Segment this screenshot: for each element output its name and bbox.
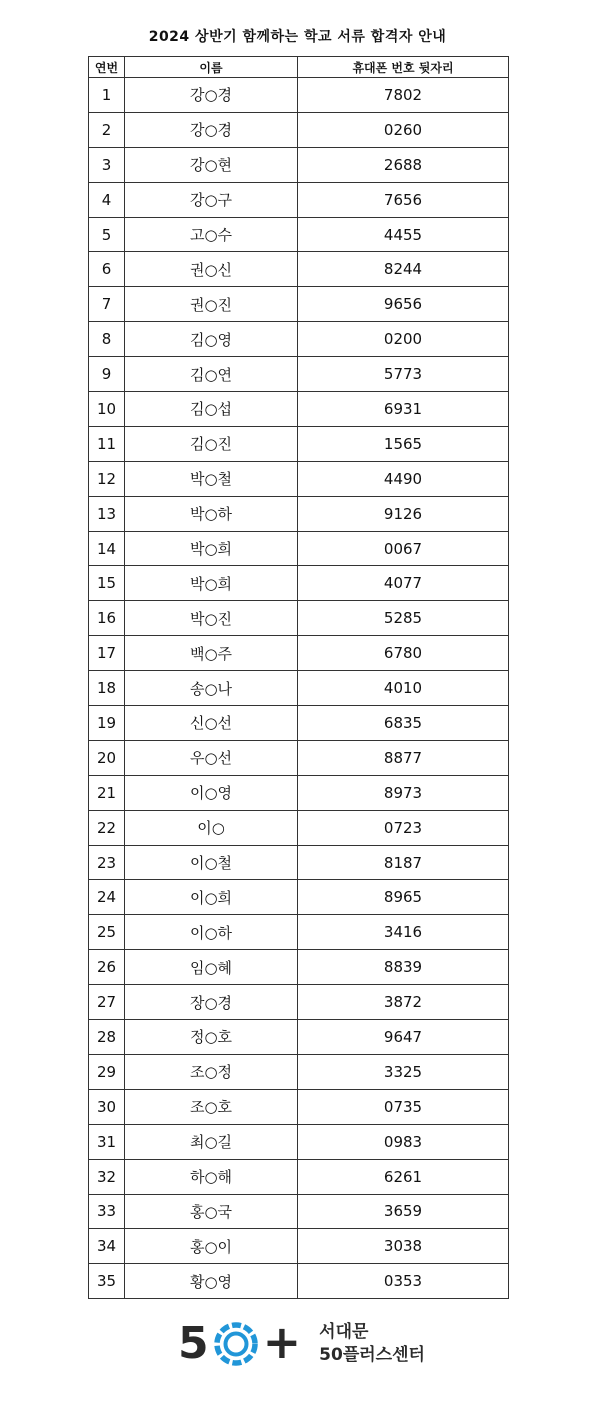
row-number: 25 [89, 915, 125, 950]
table-row [89, 810, 509, 845]
row-name: 박○철 [125, 461, 298, 496]
logo-plus: + [262, 1315, 302, 1369]
table-row [89, 566, 509, 601]
table-row [89, 706, 509, 741]
row-phone-suffix: 9647 [298, 1020, 509, 1055]
row-phone-suffix: 4077 [298, 566, 509, 601]
row-number: 3 [89, 147, 125, 182]
row-name: 이○하 [125, 915, 298, 950]
row-phone-suffix: 0735 [298, 1089, 509, 1124]
row-number: 11 [89, 426, 125, 461]
row-name: 김○영 [125, 322, 298, 357]
row-name: 홍○이 [125, 1229, 298, 1264]
row-number: 12 [89, 461, 125, 496]
row-number: 15 [89, 566, 125, 601]
row-phone-suffix: 3659 [298, 1194, 509, 1229]
row-phone-suffix: 4490 [298, 461, 509, 496]
row-phone-suffix: 0723 [298, 810, 509, 845]
table-row [89, 845, 509, 880]
row-number: 2 [89, 112, 125, 147]
row-phone-suffix: 4455 [298, 217, 509, 252]
row-name: 강○구 [125, 182, 298, 217]
row-phone-suffix: 3416 [298, 915, 509, 950]
table-row [89, 78, 509, 113]
row-phone-suffix: 0200 [298, 322, 509, 357]
row-name: 최○길 [125, 1124, 298, 1159]
row-number: 29 [89, 1054, 125, 1089]
table-row [89, 217, 509, 252]
row-name: 황○영 [125, 1264, 298, 1299]
row-number: 22 [89, 810, 125, 845]
row-number: 14 [89, 531, 125, 566]
row-number: 10 [89, 392, 125, 427]
table-row [89, 357, 509, 392]
table-row [89, 601, 509, 636]
row-phone-suffix: 7802 [298, 78, 509, 113]
logo-ring-icon [211, 1319, 261, 1369]
table-row [89, 915, 509, 950]
row-number: 17 [89, 636, 125, 671]
row-phone-suffix: 4010 [298, 671, 509, 706]
table-row [89, 1194, 509, 1229]
logo-text-line1: 서대문 [319, 1322, 369, 1342]
table-row [89, 112, 509, 147]
table-row [89, 1229, 509, 1264]
row-number: 19 [89, 706, 125, 741]
row-name: 조○호 [125, 1089, 298, 1124]
table-body [89, 78, 509, 1299]
row-phone-suffix: 2688 [298, 147, 509, 182]
column-header-name: 이름 [125, 57, 298, 78]
row-phone-suffix: 3325 [298, 1054, 509, 1089]
row-phone-suffix: 8839 [298, 950, 509, 985]
row-number: 23 [89, 845, 125, 880]
row-number: 28 [89, 1020, 125, 1055]
row-name: 김○진 [125, 426, 298, 461]
row-name: 고○수 [125, 217, 298, 252]
table-row [89, 496, 509, 531]
row-name: 권○신 [125, 252, 298, 287]
center-logo [178, 1315, 425, 1370]
table-row [89, 985, 509, 1020]
row-name: 강○경 [125, 112, 298, 147]
row-phone-suffix: 1565 [298, 426, 509, 461]
table-row [89, 392, 509, 427]
row-name: 박○하 [125, 496, 298, 531]
row-phone-suffix: 8187 [298, 845, 509, 880]
row-number: 20 [89, 740, 125, 775]
row-phone-suffix: 7656 [298, 182, 509, 217]
row-number: 18 [89, 671, 125, 706]
row-number: 30 [89, 1089, 125, 1124]
column-header-number: 연번 [89, 57, 125, 78]
table-row [89, 1020, 509, 1055]
table-row [89, 775, 509, 810]
row-number: 24 [89, 880, 125, 915]
row-number: 16 [89, 601, 125, 636]
row-phone-suffix: 8877 [298, 740, 509, 775]
row-name: 강○경 [125, 78, 298, 113]
table-row [89, 1089, 509, 1124]
row-name: 김○섭 [125, 392, 298, 427]
row-phone-suffix: 5285 [298, 601, 509, 636]
row-number: 35 [89, 1264, 125, 1299]
row-name: 박○희 [125, 566, 298, 601]
row-phone-suffix: 6835 [298, 706, 509, 741]
logo-text [319, 1321, 425, 1367]
row-name: 이○ [125, 810, 298, 845]
table-row [89, 182, 509, 217]
row-phone-suffix: 6261 [298, 1159, 509, 1194]
row-number: 33 [89, 1194, 125, 1229]
table-row [89, 531, 509, 566]
row-name: 권○진 [125, 287, 298, 322]
row-phone-suffix: 3038 [298, 1229, 509, 1264]
table-row [89, 1159, 509, 1194]
row-phone-suffix: 3872 [298, 985, 509, 1020]
row-number: 13 [89, 496, 125, 531]
row-phone-suffix: 6780 [298, 636, 509, 671]
row-number: 9 [89, 357, 125, 392]
row-number: 8 [89, 322, 125, 357]
row-name: 박○희 [125, 531, 298, 566]
row-phone-suffix: 0067 [298, 531, 509, 566]
applicant-table [88, 56, 509, 1299]
row-phone-suffix: 8965 [298, 880, 509, 915]
row-name: 강○현 [125, 147, 298, 182]
row-number: 21 [89, 775, 125, 810]
table-row [89, 740, 509, 775]
table-row [89, 1124, 509, 1159]
row-number: 6 [89, 252, 125, 287]
row-phone-suffix: 0353 [298, 1264, 509, 1299]
row-phone-suffix: 5773 [298, 357, 509, 392]
row-number: 32 [89, 1159, 125, 1194]
logo-digit: 5 [178, 1318, 209, 1369]
row-number: 26 [89, 950, 125, 985]
row-phone-suffix: 9126 [298, 496, 509, 531]
row-name: 하○해 [125, 1159, 298, 1194]
table-row [89, 322, 509, 357]
row-number: 31 [89, 1124, 125, 1159]
logo-text-line2: 50플러스센터 [319, 1345, 425, 1365]
row-number: 4 [89, 182, 125, 217]
row-name: 임○혜 [125, 950, 298, 985]
row-name: 박○진 [125, 601, 298, 636]
row-number: 7 [89, 287, 125, 322]
page-title: 2024 상반기 함께하는 학교 서류 합격자 안내 [148, 29, 447, 45]
row-name: 신○선 [125, 706, 298, 741]
row-name: 홍○국 [125, 1194, 298, 1229]
table-row [89, 950, 509, 985]
row-name: 이○희 [125, 880, 298, 915]
logo-mark [178, 1315, 302, 1369]
table-row [89, 461, 509, 496]
row-phone-suffix: 0983 [298, 1124, 509, 1159]
row-name: 정○호 [125, 1020, 298, 1055]
row-name: 백○주 [125, 636, 298, 671]
table-row [89, 287, 509, 322]
row-name: 이○영 [125, 775, 298, 810]
row-phone-suffix: 8244 [298, 252, 509, 287]
column-header-phone: 휴대폰 번호 뒷자리 [298, 57, 509, 78]
table-row [89, 671, 509, 706]
table-row [89, 426, 509, 461]
row-phone-suffix: 9656 [298, 287, 509, 322]
row-name: 장○경 [125, 985, 298, 1020]
table-header-row [89, 57, 509, 78]
row-number: 5 [89, 217, 125, 252]
row-name: 김○연 [125, 357, 298, 392]
row-number: 34 [89, 1229, 125, 1264]
table-row [89, 636, 509, 671]
row-phone-suffix: 0260 [298, 112, 509, 147]
row-name: 우○선 [125, 740, 298, 775]
table-row [89, 880, 509, 915]
row-number: 1 [89, 78, 125, 113]
row-name: 조○정 [125, 1054, 298, 1089]
table-row [89, 1054, 509, 1089]
row-phone-suffix: 8973 [298, 775, 509, 810]
table-row [89, 1264, 509, 1299]
row-phone-suffix: 6931 [298, 392, 509, 427]
row-number: 27 [89, 985, 125, 1020]
table-row [89, 147, 509, 182]
row-name: 이○철 [125, 845, 298, 880]
row-name: 송○나 [125, 671, 298, 706]
table-row [89, 252, 509, 287]
